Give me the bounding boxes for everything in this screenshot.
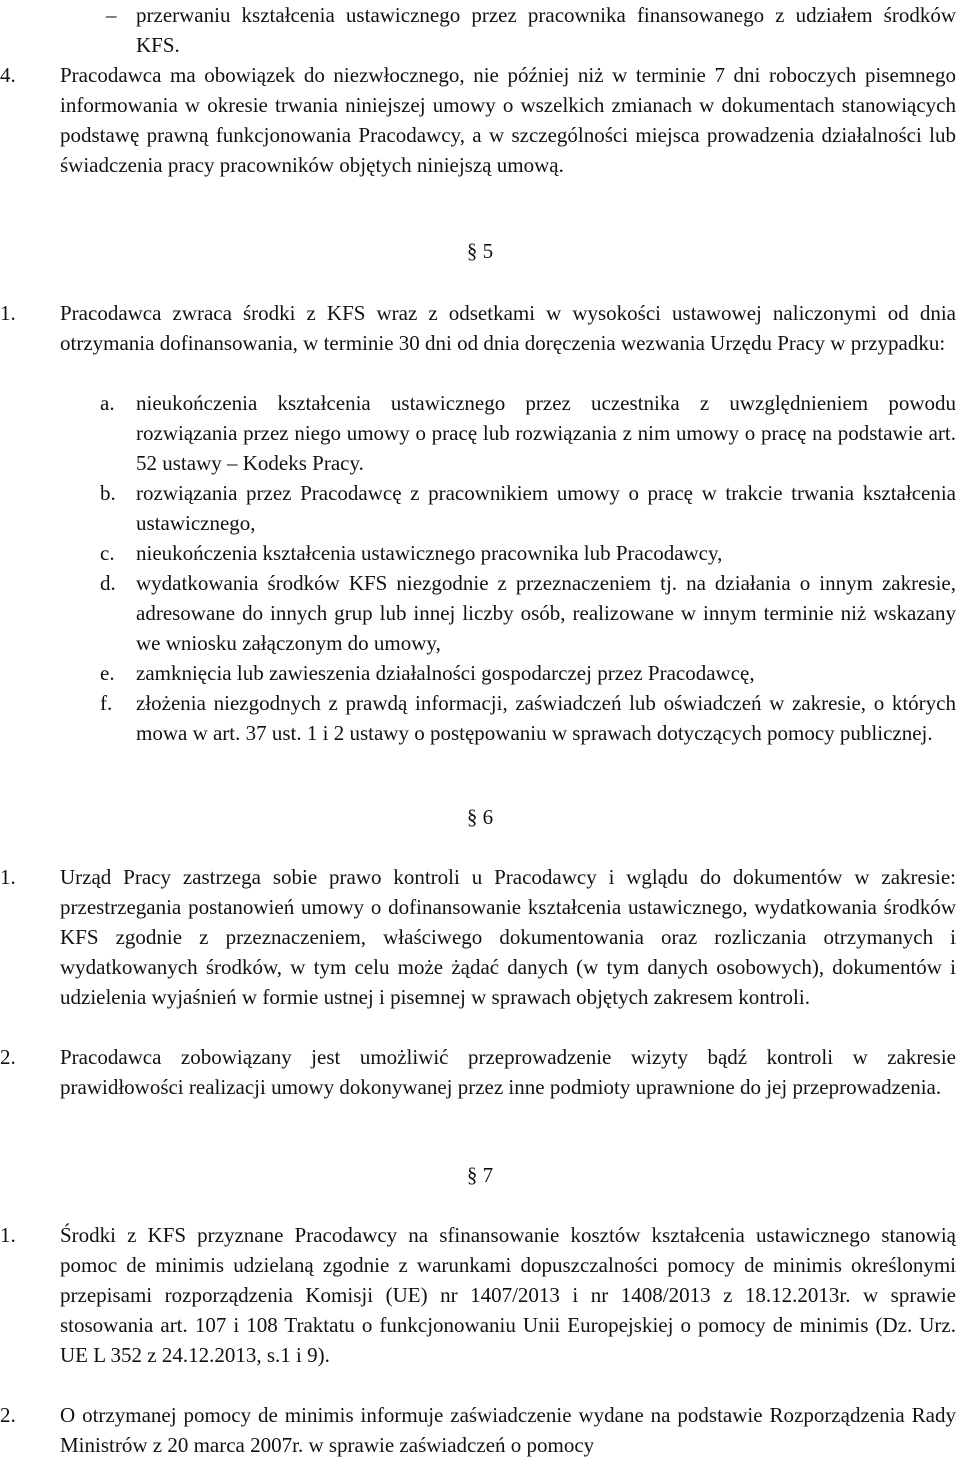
subitem-letter: f. xyxy=(100,691,113,715)
item-number: 2. xyxy=(0,1045,16,1069)
top-fragment-text: przerwaniu kształcenia ustawicznego przez pracownika finansowanego z udziałem środków KFS. xyxy=(136,3,956,57)
subitem-letter: a. xyxy=(100,391,115,415)
subitem-text: wydatkowania środków KFS niezgodnie z przeznaczeniem tj. na działania o innym zakresie, adresowane do innych grup lub innej liczby osób, realizowane w innym terminie niż wskazany we wniosku załączonym do umowy, xyxy=(136,571,956,655)
section6-item1-text: Urząd Pracy zastrzega sobie prawo kontroli u Pracodawcy i wglądu do dokumentów w zakresie: przestrzegania postanowień umowy o dofinansowanie kształcenia ustawicznego, wydatkowania środków KFS zgodnie z przeznaczeniem, właściwego dokumentowania oraz rozliczania otrzymanych i wydatkowanych środków, w tym celu może żądać danych (w tym danych osobowych), dokumentów i udzielenia wyjaśnień w formie ustnej i pisemnej w sprawach objętych zakresem kontroli. xyxy=(60,865,956,1009)
subitem-letter: d. xyxy=(100,571,116,595)
dash-marker: – xyxy=(106,3,117,27)
subitem-letter: c. xyxy=(100,541,115,565)
item-number: 1. xyxy=(0,865,16,889)
subitem-letter: b. xyxy=(100,481,116,505)
section7-item2-text: O otrzymanej pomocy de minimis informuje zaświadczenie wydane na podstawie Rozporządzenia Rady Ministrów z 20 marca 2007r. w sprawie zaświadczeń o pomocy xyxy=(60,1403,956,1457)
item-number: 4. xyxy=(0,63,16,87)
section-heading-7: § 7 xyxy=(466,1163,494,1187)
item-number: 1. xyxy=(0,301,16,325)
item-number: 1. xyxy=(0,1223,16,1247)
subitem-text: złożenia niezgodnych z prawdą informacji, zaświadczeń lub oświadczeń w zakresie, o których mowa w art. 37 ust. 1 i 2 ustawy o postępowaniu w sprawach dotyczących pomocy publicznej. xyxy=(136,691,956,745)
subitem-letter: e. xyxy=(100,661,115,685)
section7-item1-text: Środki z KFS przyznane Pracodawcy na sfinansowanie kosztów kształcenia ustawicznego stanowią pomoc de minimis udzielaną zgodnie z warunkami dopuszczalności pomocy de minimis określonymi przepisami rozporządzenia Komisji (UE) nr 1407/2013 i nr 1408/2013 z 18.12.2013r. w sprawie stosowania art. 107 i 108 Traktatu o funkcjonowaniu Unii Europejskiej o pomocy de minimis (Dz. Urz. UE L 352 z 24.12.2013, s.1 i 9). xyxy=(60,1223,956,1367)
section-heading-6: § 6 xyxy=(466,805,494,829)
subitem-text: nieukończenia kształcenia ustawicznego pracownika lub Pracodawcy, xyxy=(136,541,723,565)
subitem-text: nieukończenia kształcenia ustawicznego przez uczestnika z uwzględnieniem powodu rozwiązania przez niego umowy o pracę lub rozwiązania z nim umowy o pracę na podstawie art. 52 ustawy – Kodeks Pracy. xyxy=(136,391,956,475)
item4-text: Pracodawca ma obowiązek do niezwłocznego, nie później niż w terminie 7 dni roboczych pisemnego informowania w okresie trwania niniejszej umowy o wszelkich zmianach w dokumentach stanowiących podstawę prawną funkcjonowania Pracodawcy, a w szczególności miejsca prowadzenia działalności lub świadczenia pracy pracowników objętych niniejszą umową. xyxy=(60,63,956,177)
section5-item1-text: Pracodawca zwraca środki z KFS wraz z odsetkami w wysokości ustawowej naliczonymi od dnia otrzymania dofinansowania, w terminie 30 dni od dnia doręczenia wezwania Urzędu Pracy w przypadku: xyxy=(60,301,956,355)
section-heading-5: § 5 xyxy=(466,239,494,263)
item-number: 2. xyxy=(0,1403,16,1427)
subitem-text: rozwiązania przez Pracodawcę z pracownikiem umowy o pracę w trakcie trwania kształcenia ustawicznego, xyxy=(136,481,956,535)
section6-item2-text: Pracodawca zobowiązany jest umożliwić przeprowadzenie wizyty bądź kontroli w zakresie prawidłowości realizacji umowy dokonywanej przez inne podmioty uprawnione do jej przeprowadzenia. xyxy=(60,1045,956,1099)
subitem-text: zamknięcia lub zawieszenia działalności gospodarczej przez Pracodawcę, xyxy=(136,661,755,685)
